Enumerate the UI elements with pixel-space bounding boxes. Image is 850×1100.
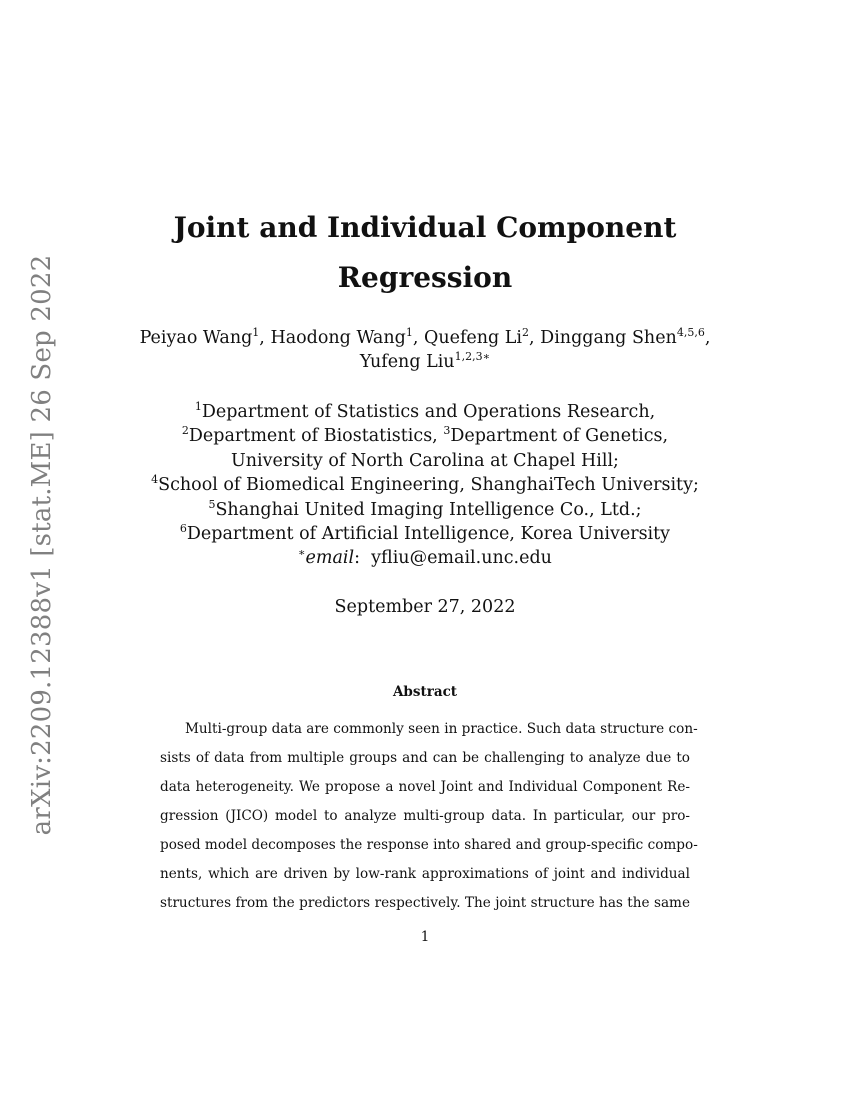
author-name: Yufeng Liu <box>359 352 455 372</box>
paper-title <box>0 203 850 303</box>
affiliation-line: $^5$Shanghai United Imaging Intelligence Co., Ltd.; <box>208 497 642 520</box>
author-name: Quefeng Li <box>423 328 523 348</box>
title-line-1: Joint and Individual Component <box>173 211 677 244</box>
page-number: 1 <box>420 929 430 945</box>
author-name: Haodong Wang <box>270 328 406 348</box>
author-affiliation-mark: 2 <box>522 326 530 340</box>
abstract-heading: Abstract <box>392 684 458 700</box>
author-name: Peiyao Wang <box>139 328 253 348</box>
abstract-line: posed model decomposes the response into shared and group-specific compo- <box>160 837 698 853</box>
abstract-line: gression (JICO) model to analyze multi-group data. In particular, our pro- <box>160 808 690 824</box>
contact-email-line: ∗email: yfliu@email.unc.edu <box>298 546 552 569</box>
author-name: Dinggang Shen <box>540 328 677 348</box>
affiliation-line: University of North Carolina at Chapel Hill; <box>231 450 619 471</box>
abstract-line: structures from the predictors respectively. The joint structure has the same <box>160 895 690 911</box>
author-affiliation-mark: 1 <box>252 326 260 340</box>
publication-date: September 27, 2022 <box>334 597 516 617</box>
abstract-line: Multi-group data are commonly seen in practice. Such data structure con- <box>185 721 698 737</box>
arxiv-identifier: arXiv:2209.12388v1 [stat.ME] 26 Sep 2022 <box>27 254 57 836</box>
author-list: Peiyao Wang$^1$, Haodong Wang$^1$, Quefeng Li$^2$, Dinggang Shen$^{4,5,6}$, Yufeng Liu$^{1,2,3∗}$ <box>139 326 711 372</box>
abstract-line: nents, which are driven by low-rank approximations of joint and individual <box>160 866 690 882</box>
affiliation-line: $^2$Department of Biostatistics, $^3$Department of Genetics, <box>181 424 669 447</box>
abstract-line: data heterogeneity. We propose a novel Joint and Individual Component Re- <box>160 779 690 795</box>
author-affiliation-mark: 4,5,6 <box>676 326 705 340</box>
title-line-2: Regression <box>337 261 513 294</box>
abstract-line: sists of data from multiple groups and can be challenging to analyze due to <box>160 750 690 766</box>
affiliation-block <box>0 400 850 571</box>
affiliation-line: $^1$Department of Statistics and Operations Research, <box>194 400 656 422</box>
author-affiliation-mark: 1,2,3∗ <box>454 350 491 364</box>
affiliation-line: $^4$School of Biomedical Engineering, ShanghaiTech University; <box>151 473 699 496</box>
email-label: email <box>305 548 355 569</box>
abstract-body <box>160 715 698 918</box>
author-affiliation-mark: 1 <box>405 326 413 340</box>
contact-email: yfliu@email.unc.edu <box>371 548 552 569</box>
affiliation-line: $^6$Department of Artificial Intelligence, Korea University <box>179 522 671 545</box>
